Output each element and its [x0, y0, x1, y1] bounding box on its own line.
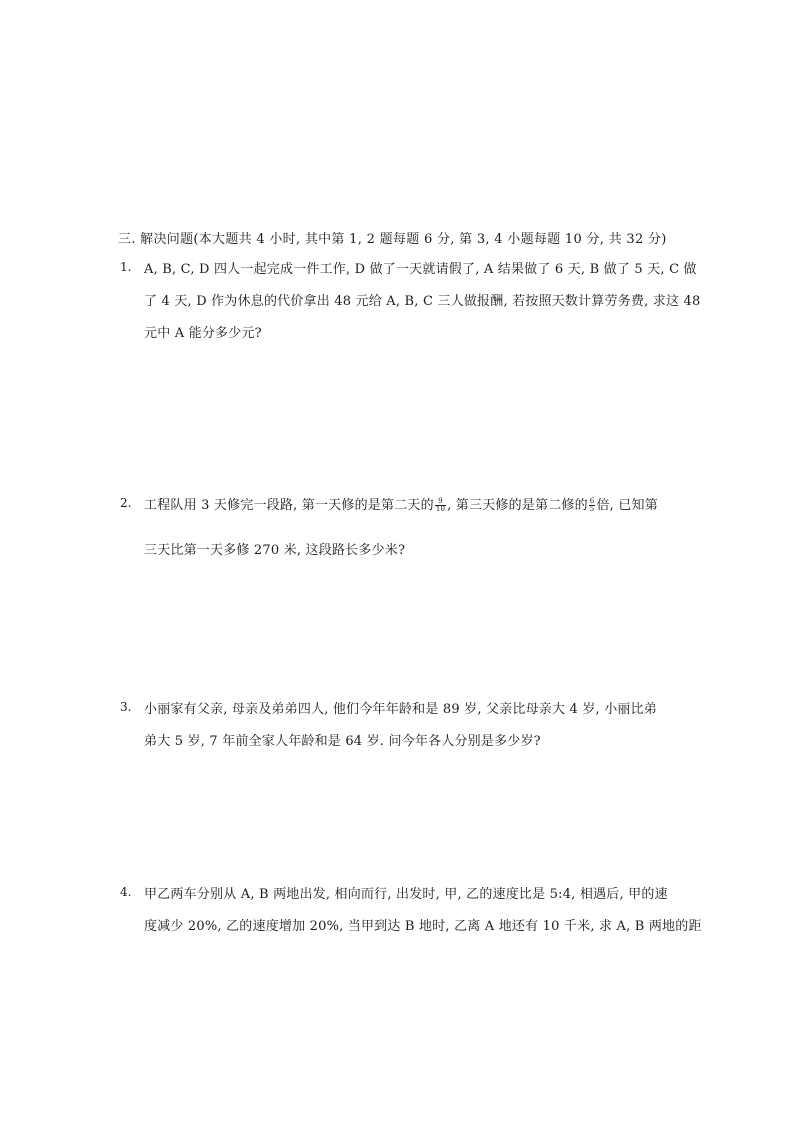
question-1-line-3: 元中 A 能分多少元? — [144, 326, 262, 341]
question-1-line-1: A, B, C, D 四人一起完成一件工作, D 做了一天就请假了, A 结果做了 6 天, B 做了 5 天, C 做 — [144, 262, 697, 277]
fraction-1-denominator: 10 — [435, 505, 446, 513]
question-2-text-part-2: , 第三天修的是第二修的 — [447, 498, 588, 513]
question-3-line-2: 弟大 5 岁, 7 年前全家人年龄和是 64 岁. 问今年各人分别是多少岁? — [144, 734, 541, 749]
question-2-number: 2. — [120, 496, 132, 510]
question-2-line-1 — [144, 494, 658, 513]
question-2-line-2: 三天比第一天多修 270 米, 这段路长多少米? — [144, 543, 406, 558]
question-4-line-2: 度减少 20%, 乙的速度增加 20%, 当甲到达 B 地时, 乙离 A 地还有 10 千米, 求 A, B 两地的距 — [144, 919, 702, 934]
question-1-number: 1. — [120, 260, 132, 274]
question-2-text-part-3: 倍, 已知第 — [596, 498, 658, 513]
fraction-1-numerator: 9 — [435, 498, 446, 506]
fraction-nine-tenths — [435, 498, 446, 513]
fraction-2-numerator: 6 — [589, 497, 595, 505]
question-3-line-1: 小丽家有父亲, 母亲及弟弟四人, 他们今年年龄和是 89 岁, 父亲比母亲大 4 岁, 小丽比弟 — [144, 702, 658, 717]
section-title: 三. 解决问题(本大题共 4 小时, 其中第 1, 2 题每题 6 分, 第 3, 4 小题每题 10 分, 共 32 分) — [118, 232, 667, 247]
question-4-number: 4. — [120, 885, 132, 899]
question-2-text-part-1: 工程队用 3 天修完一段路, 第一天修的是第二天的 — [144, 498, 434, 513]
question-4-line-1: 甲乙两车分别从 A, B 两地出发, 相向而行, 出发时, 甲, 乙的速度比是 5:4, 相遇后, 甲的速 — [144, 887, 668, 902]
fraction-six-fifths — [589, 498, 596, 513]
question-1-line-2: 了 4 天, D 作为休息的代价拿出 48 元给 A, B, C 三人做报酬, 若按照天数计算劳务费, 求这 48 — [144, 294, 701, 309]
fraction-2-denominator: 5 — [589, 505, 595, 513]
question-3-number: 3. — [120, 700, 132, 714]
